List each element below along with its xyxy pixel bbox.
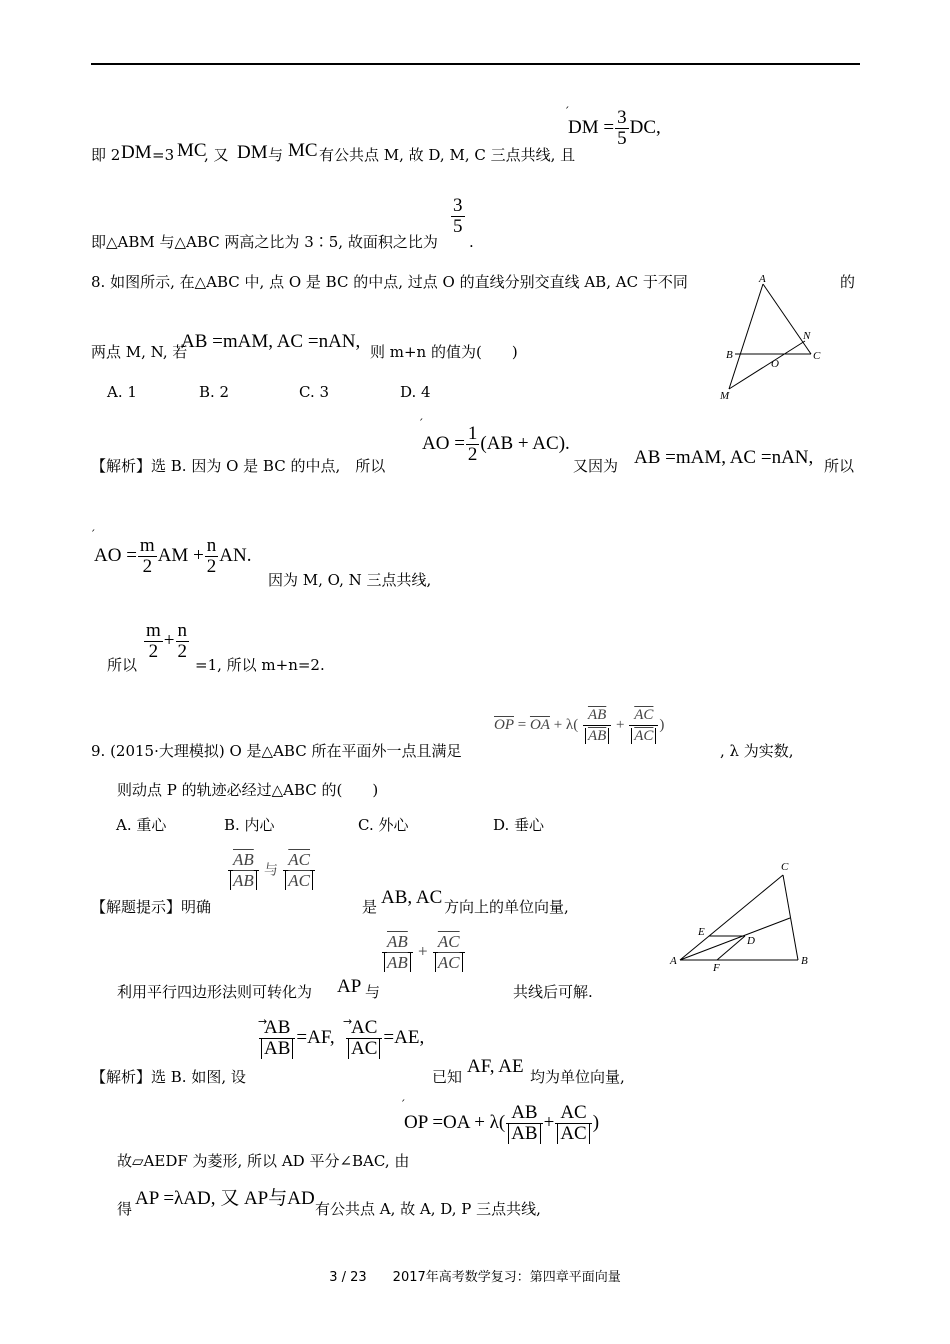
label-o: O (771, 358, 779, 370)
vector-arrow: ´ (90, 528, 96, 541)
label-d: D (747, 935, 755, 947)
math: AB =mAM, AC =nAN, (634, 447, 814, 468)
text: 已知 (432, 1068, 463, 1086)
solution-8: 【解析】选 B. 因为 O 是 BC 的中点, 所以 (91, 457, 386, 475)
text: 即 2 (91, 146, 121, 164)
math: MC (288, 140, 318, 161)
label-e: E (698, 926, 705, 938)
text: , 又 (204, 146, 229, 164)
text: 共线后可解. (513, 983, 593, 1001)
text: 均为单位向量, (530, 1068, 625, 1086)
triangle-figure-8 (715, 272, 830, 402)
text: 又因为 (573, 457, 619, 475)
solution-9: 【解析】选 B. 如图, 设 (91, 1068, 246, 1086)
label-c: C (813, 350, 821, 362)
label-b: B (726, 349, 733, 361)
text: 利用平行四边形法则可转化为 (117, 983, 313, 1001)
text: 两点 M, N, 若 (91, 343, 188, 361)
option-d: D. 4 (400, 383, 431, 401)
hint-9: 【解题提示】明确 (91, 898, 212, 916)
formula: $\frac{\overline{AB}}{AB}$ 与 $\frac{\overline{AC}}{AC}$ (227, 850, 316, 891)
header-rule (91, 63, 860, 65)
option-c: C. 3 (299, 383, 330, 401)
text: 因为 M, O, N 三点共线, (268, 571, 432, 589)
text: 所以 (824, 457, 855, 475)
text: 与 (268, 146, 284, 164)
label-a: A (670, 955, 677, 967)
text: 是 (362, 898, 378, 916)
text: =3 (152, 146, 175, 164)
label-n: N (803, 330, 811, 342)
text: 故▱AEDF 为菱形, 所以 AD 平分∠BAC, 由 (117, 1152, 410, 1170)
formula: DM = $\frac{3}{5}$ DC, (568, 107, 661, 149)
text: 则 m+n 的值为( ) (370, 343, 518, 361)
formula: AO = $\frac{1}{2}$ (AB + AC). (422, 423, 570, 465)
text: 则动点 P 的轨迹必经过△ABC 的( ) (117, 781, 379, 799)
vector-arrow: → (258, 1015, 268, 1028)
text: 所以 (107, 656, 138, 674)
option-b: B. 内心 (224, 816, 275, 834)
vector-arrow: → (343, 1015, 353, 1028)
fraction: $\frac{3}{5}$ (453, 195, 463, 237)
label-m: M (720, 390, 730, 402)
math: AF, AE (467, 1056, 524, 1077)
math: AB, AC (381, 887, 443, 908)
text: 方向上的单位向量, (444, 898, 569, 916)
option-b: B. 2 (199, 383, 230, 401)
label-a: A (759, 273, 766, 285)
text: 与 (365, 983, 381, 1001)
option-c: C. 外心 (358, 816, 409, 834)
vector-arrow: ´ (564, 105, 570, 118)
triangle-figure-9 (665, 858, 815, 976)
label-f: F (713, 962, 720, 974)
option-a: A. 1 (107, 383, 137, 401)
formula: $\overline{OP} = \overline{OA} + \lambda$( $\frac{\overline{AB}}{AB}$ + $\frac{\overline{AC}}{AC}$ ) (494, 707, 665, 744)
option-d: D. 垂心 (493, 816, 545, 834)
formula: $\frac{m}{2}$ + $\frac{n}{2}$ (146, 620, 187, 662)
text: 即△ABM 与△ABC 两高之比为 3∶5, 故面积之比为 (91, 233, 438, 251)
page-footer: 3 / 23 2017年高考数学复习：第四章平面向量 (329, 1270, 621, 1285)
formula: $\frac{\overline{AB}}{AB}$ + $\frac{\overline{AC}}{AC}$ (381, 932, 466, 973)
text: , λ 为实数, (720, 742, 794, 760)
formula: $\frac{AB}{AB}$ =AF, (258, 1018, 335, 1059)
formula: OP =OA + λ( $\frac{AB}{AB}$ + $\frac{AC}{AC}$ ) (404, 1102, 600, 1144)
text: . (469, 233, 474, 251)
label-c: C (781, 861, 789, 873)
text: 有公共点 A, 故 A, D, P 三点共线, (315, 1200, 541, 1218)
text: 得 (117, 1200, 133, 1218)
text: 的 (840, 273, 856, 291)
text: =1, 所以 m+n=2. (195, 656, 325, 674)
question-8: 8. 如图所示, 在△ABC 中, 点 O 是 BC 的中点, 过点 O 的直线分别交直线 AB, AC 于不同 (91, 273, 688, 291)
math: AB =mAM, AC =nAN, (181, 331, 361, 352)
option-a: A. 重心 (116, 816, 167, 834)
math: DM (121, 142, 152, 163)
vector-arrow: ´ (400, 1098, 406, 1111)
math: AP =λAD, 又 AP与AD (135, 1188, 315, 1209)
math: DM (237, 142, 268, 163)
question-9: 9. (2015·大理模拟) O 是△ABC 所在平面外一点且满足 (91, 742, 462, 760)
formula: AO = $\frac{m}{2}$ AM + $\frac{n}{2}$ AN. (94, 535, 252, 577)
math: MC (177, 140, 207, 161)
text: 有公共点 M, 故 D, M, C 三点共线, 且 (319, 146, 576, 164)
vector-arrow: ´ (418, 417, 424, 430)
math: AP (337, 976, 362, 997)
label-b: B (801, 955, 808, 967)
formula: $\frac{AC}{AC}$ =AE, (345, 1018, 424, 1059)
